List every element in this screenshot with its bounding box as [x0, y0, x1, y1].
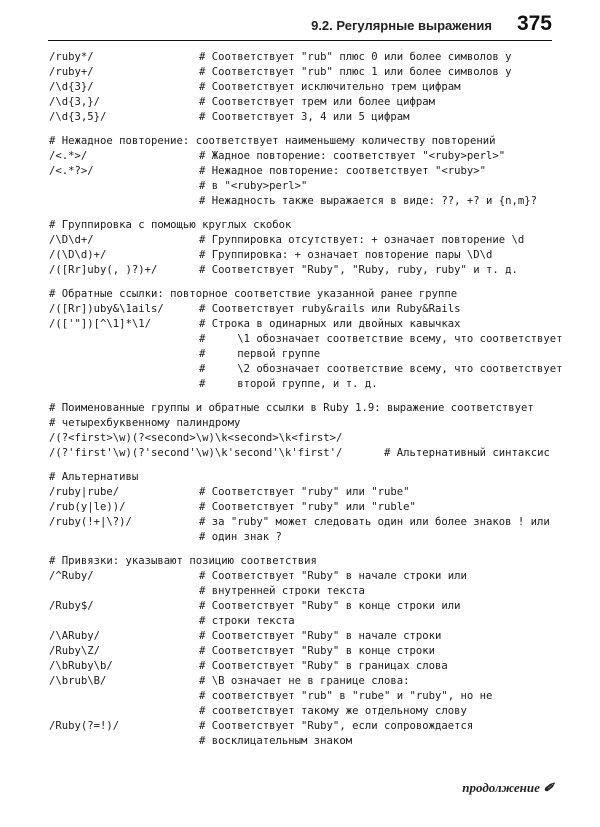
- code-line: [49, 629, 569, 644]
- code-comment: # Соответствует "Ruby" в начале строки или: [199, 570, 467, 582]
- code-line: [49, 65, 569, 80]
- code-line: [49, 362, 569, 377]
- regex-pattern: /\ARuby/: [49, 630, 101, 642]
- regex-pattern: /ruby|rube/: [49, 486, 120, 498]
- code-comment: # Соответствует "Ruby" в конце строки или: [199, 600, 461, 612]
- code-comment: # первой группе: [199, 348, 321, 360]
- code-comment: # за "ruby" может следовать один или более знаков ! или: [199, 516, 550, 528]
- code-line: [49, 110, 569, 125]
- regex-pattern: /\D\d+/: [49, 234, 94, 246]
- code-comment: # второй группе, и т. д.: [199, 378, 378, 390]
- code-comment: # Группировка отсутствует: + означает повторение \d: [199, 234, 525, 246]
- code-line: [49, 164, 569, 179]
- code-line: [49, 332, 569, 347]
- code-line: [49, 530, 569, 545]
- code-line: [49, 302, 569, 317]
- section-comment: # Альтернативы: [49, 471, 139, 483]
- code-comment: # Соответствует "ruby" или "rube": [199, 486, 410, 498]
- code-line: [49, 179, 569, 194]
- regex-pattern: /Ruby\Z/: [49, 645, 101, 657]
- code-comment: # Соответствует "rub" плюс 0 или более символов y: [199, 51, 512, 63]
- regex-pattern: /(\D\d)+/: [49, 249, 107, 261]
- regex-pattern: /\d{3,}/: [49, 96, 101, 108]
- code-line: [49, 569, 569, 584]
- code-line: [49, 734, 569, 749]
- regex-pattern: /([Rr]uby(, )?)+/: [49, 264, 158, 276]
- section-title: 9.2. Регулярные выражения: [311, 18, 492, 33]
- regex-pattern: /Ruby(?=!)/: [49, 720, 120, 732]
- code-line: [49, 317, 569, 332]
- code-line: [49, 515, 569, 530]
- code-comment: # Нежадное повторение: соответствует "<ruby>": [199, 165, 487, 177]
- regex-pattern: /ruby*/: [49, 51, 94, 63]
- regex-pattern: /(?'first'\w)(?'second'\w)\k'second'\k'first'/: [49, 447, 343, 459]
- regex-pattern: /rub(y|le))/: [49, 501, 126, 513]
- code-comment: # Соответствует "Ruby" в границах слова: [199, 660, 448, 672]
- regex-pattern: /\d{3}/: [49, 81, 94, 93]
- code-line: [49, 149, 569, 164]
- regex-pattern: /ruby+/: [49, 66, 94, 78]
- regex-pattern: /(['"])[^\1]*\1/: [49, 318, 152, 330]
- code-line: [49, 689, 569, 704]
- code-line: [49, 485, 569, 500]
- section-comment: # Группировка с помощью круглых скобок: [49, 219, 292, 231]
- regex-pattern: /(?<first>\w)(?<second>\w)\k<second>\k<first>/: [49, 432, 343, 444]
- code-comment: # Соответствует ruby&rails или Ruby&Rails: [199, 303, 461, 315]
- code-comment: # Соответствует "Ruby", "Ruby, ruby, ruby" и т. д.: [199, 264, 518, 276]
- code-line: [49, 674, 569, 689]
- code-line: [49, 704, 569, 719]
- code-line: [49, 377, 569, 392]
- code-comment: # строки текста: [199, 615, 295, 627]
- code-comment: # внутренней строки текста: [199, 585, 365, 597]
- page-header: [48, 14, 552, 41]
- code-line: [49, 95, 569, 110]
- code-comment: # Нежадность также выражается в виде: ??, +? и {n,m}?: [199, 195, 538, 207]
- code-comment: # один знак ?: [199, 531, 282, 543]
- section-comment: # Привязки: указывают позицию соответствия: [49, 555, 317, 567]
- code-comment: # Соответствует "rub" плюс 1 или более символов y: [199, 66, 512, 78]
- regex-pattern: /\bRuby\b/: [49, 660, 113, 672]
- code-line: [49, 431, 569, 446]
- section-comment: # четырехбуквенному палиндрому: [49, 417, 241, 429]
- code-comment: # соответствует "rub" в "rube" и "ruby", но не: [199, 690, 493, 702]
- code-line: [49, 659, 569, 674]
- regex-pattern: /<.*>/: [49, 150, 88, 162]
- regex-pattern: /^Ruby/: [49, 570, 94, 582]
- code-line: [49, 719, 569, 734]
- regex-pattern: /Ruby$/: [49, 600, 94, 612]
- code-comment: # Соответствует "Ruby" в конце строки: [199, 645, 435, 657]
- section-comment: # Обратные ссылки: повторное соответствие указанной ранее группе: [49, 288, 458, 300]
- code-comment: # Соответствует 3, 4 или 5 цифрам: [199, 111, 410, 123]
- code-line: [49, 500, 569, 515]
- code-comment: # Строка в одинарных или двойных кавычках: [199, 318, 461, 330]
- code-line: [49, 248, 569, 263]
- regex-pattern: /\brub\B/: [49, 675, 107, 687]
- continuation-note: продолжение ✐: [462, 780, 554, 795]
- code-line: [49, 644, 569, 659]
- code-comment: # \2 обозначает соответствие всему, что соответствует: [199, 363, 563, 375]
- code-line: [49, 347, 569, 362]
- code-line: [49, 263, 569, 278]
- regex-pattern: /\d{3,5}/: [49, 111, 107, 123]
- code-line: [49, 233, 569, 248]
- code-line: [49, 599, 569, 614]
- regex-pattern: /<.*?>/: [49, 165, 94, 177]
- code-listing: [49, 50, 569, 749]
- regex-pattern: /([Rr])uby&\1ails/: [49, 303, 164, 315]
- code-comment: # \B означает не в границе слова:: [199, 675, 410, 687]
- section-comment: # Поименованные группы и обратные ссылки в Ruby 1.9: выражение соответствует: [49, 402, 534, 414]
- code-comment: # соответствует такому же отдельному слову: [199, 705, 467, 717]
- page-number: 375: [516, 12, 552, 35]
- code-comment: # Соответствует исключительно трем цифрам: [199, 81, 461, 93]
- code-comment: # в "<ruby>perl>": [199, 180, 308, 192]
- code-comment: # Соответствует "Ruby" в начале строки: [199, 630, 442, 642]
- code-comment: # восклицательным знаком: [199, 735, 353, 747]
- code-line: [49, 446, 569, 461]
- regex-pattern: /ruby(!+|\?)/: [49, 516, 132, 528]
- code-line: [49, 584, 569, 599]
- code-line: [49, 50, 569, 65]
- code-comment: # Соответствует "ruby" или "ruble": [199, 501, 416, 513]
- code-comment: # Соответствует трем или более цифрам: [199, 96, 435, 108]
- code-line: [49, 194, 569, 209]
- code-line: [49, 614, 569, 629]
- code-comment: # Соответствует "Ruby", если сопровождается: [199, 720, 474, 732]
- code-comment: # Альтернативный синтаксис: [384, 447, 550, 459]
- code-comment: # \1 обозначает соответствие всему, что соответствует: [199, 333, 563, 345]
- code-comment: # Группировка: + означает повторение пары \D\d: [199, 249, 493, 261]
- code-comment: # Жадное повторение: соответствует "<ruby>perl>": [199, 150, 506, 162]
- section-comment: # Нежадное повторение: соответствует наименьшему количеству повторений: [49, 135, 496, 147]
- code-line: [49, 80, 569, 95]
